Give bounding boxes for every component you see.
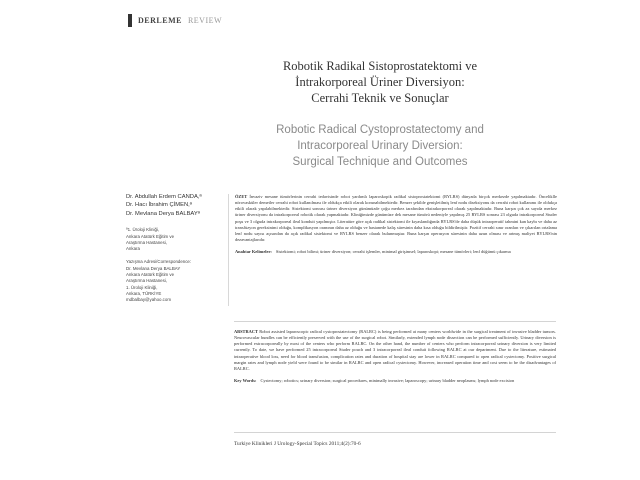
title-en-line: Intracorporeal Urinary Diversion: (297, 140, 463, 152)
anahtar-label: Anahtar Kelimeler: (235, 249, 272, 255)
affiliation-line: Ankara Atatürk Eğitim ve (126, 233, 175, 239)
anahtar-text: Sistektomi; robot bilimi; üriner diversiyon; cerrahi işlemler, minimal girişimsel; laparoskopi; mesane tümörleri; lenf düğümü çıkarma (275, 249, 511, 255)
section-marker-bar (128, 14, 132, 27)
section-divider (234, 432, 556, 433)
correspondence-email[interactable]: mdbalbay@yahoo.com (126, 297, 171, 303)
correspondence (126, 259, 236, 303)
title-en-line: Surgical Technique and Outcomes (292, 156, 468, 168)
affiliation (126, 227, 236, 252)
key-words-label: Key Words: (234, 378, 257, 384)
correspondence-line: Ankara, TÜRKİYE (126, 290, 162, 296)
section-label (128, 14, 222, 27)
ozet-text: İnvaziv mesane tümörlerinin cerrahi tedavisinde robot yardımlı laparoskopik radikal sistoprostatektomi (RYLRS) dünyada birçok merkezde yapılmaktadır. Önceliklle nörovasküler demetler cerrahi robot kullanılması ile oldukça etkili olarak korunabilmektedir. Benzer şekilde genişletilmiş lenf nodu diseksiyonu da cerrahi robot kullanımı ile oldukça etkili olarak yapılabilmektedir. Sistektomi sonrası üriner diversiyon günümüzde çoğu merkez tarafından ekstrakorporeal olarak yapılmaktadır. Buna karşın çok az sayıda merkez üriner diversiyonu da intrakorporeal robotik olarak yapmaktadır. Kliniğimizde günümüze dek mesane tümörü nedeniyle yapılmış 25 RYLRS sonrası 23 olguda intrakorporeal Studer poşu ve 3 olguda intrakorporeal ileal konduit yapılmıştır. Literatüre göre açık radikal sistektomi ile kıyaslandığında RYLRS'de daha düşük intraoperatif tahmini kan kaybı ve daha az transfüzyon gereksinimi olduğu, komplikasyon oranının daha az olduğu ve hastanede kalış süresinin daha kısa olduğu bildirilmiştir. Pozitif cerrahi sınır oranları ve çıkarılan ortalama lenf nodu sayısı açısından da açık radikal sistektomi ve RYLRS benzer olarak bulunmuştur. Buna karşın operasyon süresinin daha uzun olması ve artmış maliyet RYLRS'nin dezavantajlarıdır. (235, 194, 557, 243)
abstract-label: ABSTRACT (234, 329, 258, 334)
author-name: Dr. Abdullah Erdem CANDA,ª (126, 194, 202, 200)
section-label-tr: DERLEME (138, 16, 182, 25)
section-label-en: REVIEW (187, 16, 223, 25)
correspondence-line: Dr. Mevlana Derya BALBAY (126, 265, 181, 271)
author-sidebar (126, 193, 236, 303)
correspondence-line: Yazışma Adresi/Correspondence: (126, 259, 192, 265)
affiliation-line: ª1. Üroloji Kliniği, (126, 227, 160, 233)
affiliation-line: Ankara (126, 246, 140, 252)
abstract-text: Robot assisted laparoscopic radical cystoprostatectomy (RALRC) is being performed at many centers worldwide in the surgical treatment of invasive bladder tumors. Neurovascular bundles can be efficiently preserved with the use of the surgical robot. Similarly, extended lymph node dissection can be performed sufficiently. Urinary diversion is performed extracorporeally by most of the centers who perform RALRC. On the other hand, the number of centers who perform intracorporeal urinary diversion is very limited currently. To date, we have performed 25 intracorporeal Studer pouch and 3 intracorporeal ileal conduit following RALRC at our department. Due to the literature, estimated intraoperative blood loss, need for blood transfusion, complication rates and duration of hospital stay are lower in RALRC compared to open radical cystectomy. Positive surgical margin rates and lymph node yield were found to be similar in RALRC and open radical cystectomy. However, increased operation time and cost seem to be the disadvantages of RALRC. (234, 329, 556, 371)
key-words (228, 378, 556, 384)
citation: Turkiye Klinikleri J Urology-Special Topics 2011;4(2):70-6 (234, 441, 361, 447)
title-english (200, 122, 560, 170)
author-list (126, 193, 236, 218)
title-turkish (200, 58, 560, 106)
ozet-section (228, 194, 557, 306)
author-name: Dr. Mevlana Derya BALBAYª (126, 210, 200, 217)
title-en-line: Robotic Radical Cystoprostatectomy and (276, 124, 484, 136)
abstract-section (228, 329, 556, 384)
ozet-label: ÖZET (235, 194, 248, 199)
title-tr-line: İntrakorporeal Üriner Diversiyon: (295, 75, 465, 89)
affiliation-line: Araştırma Hastanesi, (126, 239, 167, 245)
key-words-text: Cystectomy; robotics; urinary diversion; surgical procedures, minimally invasive; laparoscopy; urinary bladder neoplasms; lymph node excision (260, 378, 515, 384)
ozet-paragraph (229, 194, 557, 243)
title-tr-line: Cerrahi Teknik ve Sonuçlar (311, 91, 449, 105)
author-name: Dr. Hacı İbrahim ÇİMEN,ª (126, 202, 192, 209)
section-divider (234, 321, 556, 322)
correspondence-line: 1. Üroloji Kliniği, (126, 284, 158, 290)
anahtar-kelimeler (229, 249, 557, 255)
title-tr-line: Robotik Radikal Sistoprostatektomi ve (282, 59, 478, 73)
correspondence-line: Ankara Atatürk Eğitim ve (126, 272, 175, 277)
correspondence-line: Araştırma Hastanesi, (126, 278, 167, 284)
abstract-paragraph (228, 329, 556, 372)
